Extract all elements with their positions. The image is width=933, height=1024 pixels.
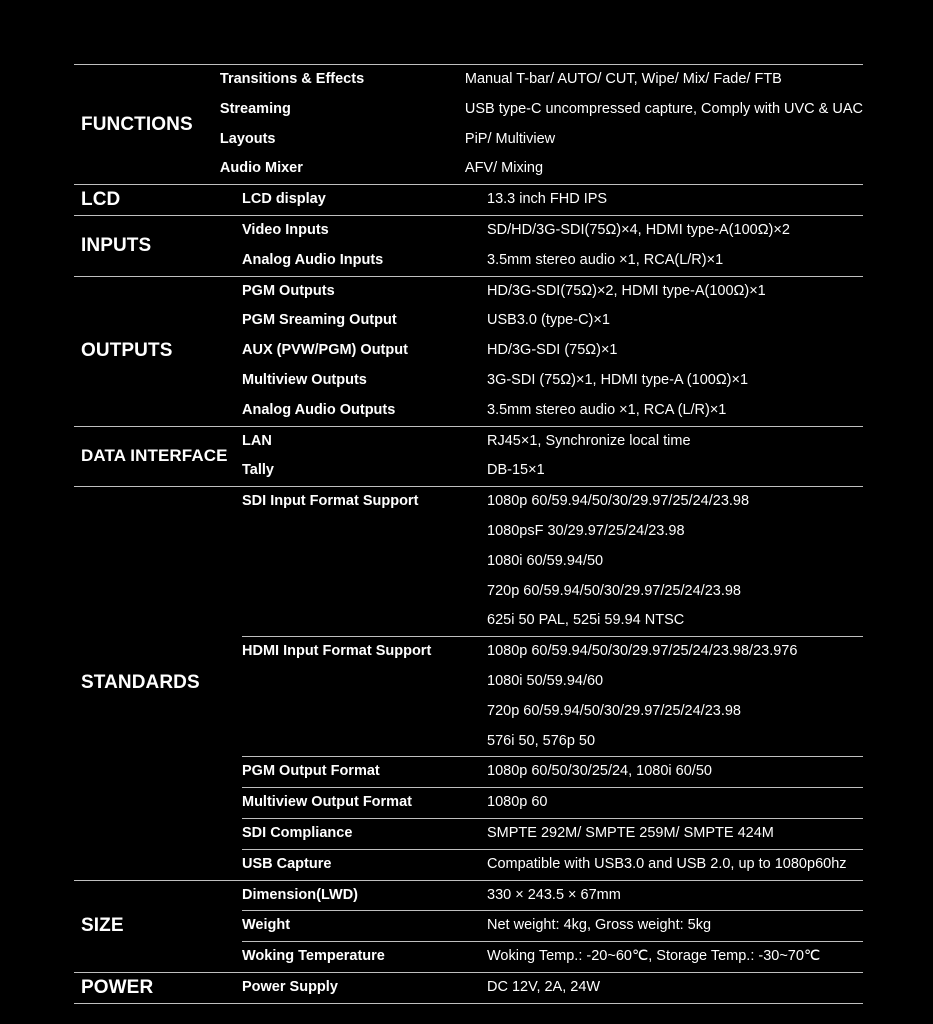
spec-values — [487, 757, 863, 787]
spec-values — [465, 125, 863, 155]
spec-row — [242, 973, 863, 1003]
spec-value: 1080psF 30/29.97/25/24/23.98 — [487, 522, 685, 539]
spec-value: 720p 60/59.94/50/30/29.97/25/24/23.98 — [487, 582, 741, 599]
spec-value: 720p 60/59.94/50/30/29.97/25/24/23.98 — [487, 702, 741, 719]
spec-row — [242, 306, 863, 336]
spec-values — [465, 65, 863, 95]
section-rows — [242, 427, 863, 487]
spec-label: Layouts — [219, 130, 276, 147]
spec-table — [74, 64, 863, 1004]
spec-values — [465, 95, 863, 125]
spec-row — [242, 636, 863, 756]
spec-value: USB type-C uncompressed capture, Comply with UVC & UAC — [464, 100, 863, 117]
spec-label: Analog Audio Outputs — [242, 401, 396, 418]
spec-values — [487, 850, 863, 880]
spec-label: LCD display — [242, 191, 326, 208]
spec-value: SMPTE 292M/ SMPTE 259M/ SMPTE 424M — [487, 824, 774, 841]
spec-row — [242, 941, 863, 972]
spec-value: 1080p 60/59.94/50/30/29.97/25/24/23.98/23.976 — [487, 643, 798, 660]
spec-values — [487, 216, 863, 246]
spec-section — [74, 487, 863, 880]
spec-values — [487, 246, 863, 276]
section-category: POWER — [81, 976, 154, 998]
spec-values — [487, 637, 863, 756]
spec-label: Power Supply — [242, 978, 338, 995]
spec-label: HDMI Input Format Support — [242, 643, 432, 660]
section-category: INPUTS — [81, 234, 152, 256]
spec-section — [74, 216, 863, 277]
spec-value: RJ45×1, Synchronize local time — [487, 432, 691, 449]
spec-values — [487, 185, 863, 215]
section-category: FUNCTIONS — [81, 113, 193, 135]
spec-row — [242, 756, 863, 787]
section-rows — [220, 65, 863, 184]
spec-value: 576i 50, 576p 50 — [487, 732, 596, 749]
spec-value: 3G-SDI (75Ω)×1, HDMI type-A (100Ω)×1 — [487, 371, 749, 388]
spec-section — [74, 65, 863, 185]
spec-row — [220, 125, 863, 155]
spec-section — [74, 973, 863, 1004]
spec-value: AFV/ Mixing — [464, 160, 544, 177]
spec-section — [74, 185, 863, 216]
spec-row — [242, 185, 863, 215]
section-category: SIZE — [81, 915, 124, 937]
spec-value: 13.3 inch FHD IPS — [487, 191, 608, 208]
spec-value: Manual T-bar/ AUTO/ CUT, Wipe/ Mix/ Fade/ FTB — [464, 71, 782, 87]
spec-row — [242, 487, 863, 636]
section-category: STANDARDS — [81, 672, 200, 694]
spec-label: Analog Audio Inputs — [242, 251, 384, 268]
spec-values — [487, 881, 863, 911]
section-rows — [242, 881, 863, 972]
spec-values — [487, 973, 863, 1003]
spec-value: 1080p 60 — [487, 794, 548, 811]
spec-value: Net weight: 4kg, Gross weight: 5kg — [487, 917, 712, 934]
spec-row — [242, 881, 863, 911]
section-category: DATA INTERFACE — [81, 446, 228, 466]
spec-value: Compatible with USB3.0 and USB 2.0, up to 1080p60hz — [487, 855, 847, 872]
section-rows — [242, 216, 863, 276]
spec-value: 1080i 60/59.94/50 — [487, 552, 604, 569]
spec-label: Dimension(LWD) — [242, 886, 358, 903]
spec-label: LAN — [242, 432, 272, 449]
spec-row — [220, 154, 863, 184]
spec-label: USB Capture — [242, 855, 332, 872]
spec-values — [487, 942, 863, 972]
spec-values — [487, 396, 863, 426]
spec-label: AUX (PVW/PGM) Output — [242, 342, 408, 359]
spec-label: Multiview Outputs — [242, 371, 367, 388]
spec-value: 1080p 60/50/30/25/24, 1080i 60/50 — [487, 763, 712, 780]
spec-label: SDI Compliance — [242, 824, 353, 841]
spec-label: SDI Input Format Support — [242, 493, 419, 510]
spec-values — [465, 154, 863, 184]
spec-label: Transitions & Effects — [219, 71, 365, 87]
spec-row — [242, 787, 863, 818]
spec-values — [487, 366, 863, 396]
spec-values — [487, 456, 863, 486]
spec-value: HD/3G-SDI (75Ω)×1 — [487, 342, 618, 359]
spec-value: 625i 50 PAL, 525i 59.94 NTSC — [487, 612, 685, 629]
spec-row — [242, 456, 863, 486]
spec-value: PiP/ Multiview — [464, 130, 556, 147]
spec-row — [242, 216, 863, 246]
spec-value: Woking Temp.: -20~60℃, Storage Temp.: -30~70℃ — [487, 948, 821, 965]
spec-row — [242, 336, 863, 366]
spec-row — [242, 427, 863, 457]
spec-value: 1080p 60/59.94/50/30/29.97/25/24/23.98 — [487, 493, 750, 510]
spec-row — [220, 95, 863, 125]
spec-label: Woking Temperature — [242, 948, 385, 965]
spec-section — [74, 277, 863, 427]
spec-value: 3.5mm stereo audio ×1, RCA(L/R)×1 — [487, 251, 724, 268]
spec-label: PGM Outputs — [242, 282, 335, 299]
spec-label: Multiview Output Format — [242, 794, 412, 811]
spec-row — [242, 849, 863, 880]
section-rows — [242, 277, 863, 426]
spec-row — [242, 366, 863, 396]
spec-label: Audio Mixer — [219, 160, 303, 177]
spec-row — [242, 277, 863, 307]
spec-label: Weight — [242, 917, 291, 934]
spec-values — [487, 487, 863, 636]
section-rows — [242, 487, 863, 879]
spec-label: Streaming — [219, 100, 291, 117]
spec-value: USB3.0 (type-C)×1 — [487, 312, 610, 329]
spec-label: Tally — [242, 462, 274, 479]
spec-value: 1080i 50/59.94/60 — [487, 672, 604, 689]
section-category: OUTPUTS — [81, 340, 173, 362]
spec-value: DC 12V, 2A, 24W — [487, 978, 601, 995]
spec-value: HD/3G-SDI(75Ω)×2, HDMI type-A(100Ω)×1 — [487, 282, 766, 299]
spec-values — [487, 911, 863, 941]
spec-section — [74, 427, 863, 488]
spec-row — [242, 818, 863, 849]
spec-values — [487, 819, 863, 849]
spec-value: SD/HD/3G-SDI(75Ω)×4, HDMI type-A(100Ω)×2 — [487, 221, 790, 238]
spec-values — [487, 427, 863, 457]
spec-label: PGM Sreaming Output — [242, 312, 397, 329]
spec-row — [242, 246, 863, 276]
spec-value: 330 × 243.5 × 67mm — [487, 886, 621, 903]
section-rows — [242, 973, 863, 1003]
spec-row — [242, 396, 863, 426]
spec-values — [487, 306, 863, 336]
spec-label: PGM Output Format — [242, 763, 380, 780]
spec-value: DB-15×1 — [487, 462, 545, 479]
section-rows — [242, 185, 863, 215]
spec-row — [242, 910, 863, 941]
spec-section — [74, 881, 863, 973]
spec-row — [220, 65, 863, 95]
spec-values — [487, 336, 863, 366]
spec-values — [487, 277, 863, 307]
section-category: LCD — [81, 189, 121, 211]
spec-label: Video Inputs — [242, 221, 329, 238]
spec-values — [487, 788, 863, 818]
spec-value: 3.5mm stereo audio ×1, RCA (L/R)×1 — [487, 401, 727, 418]
